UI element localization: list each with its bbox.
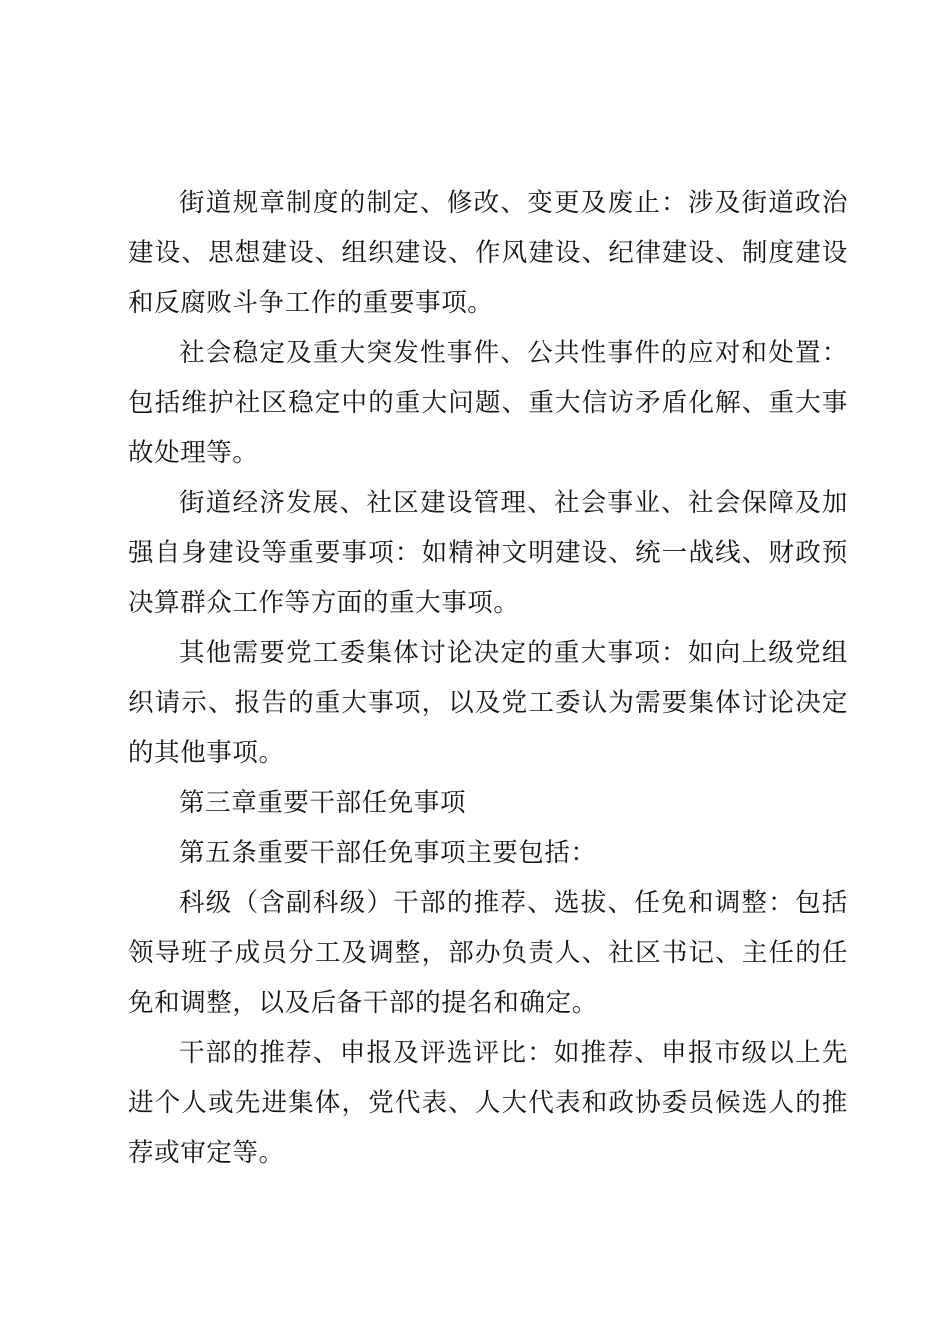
article-heading: 第五条重要干部任免事项主要包括： (179, 838, 597, 868)
paragraph-other-matters: 其他需要党工委集体讨论决定的重大事项：如向上级党组织请示、报告的重大事项，以及党工委认为需要集体讨论决定的其他事项。 (128, 638, 848, 768)
paragraph-cadre-recommendation: 干部的推荐、申报及评选评比：如推荐、申报市级以上先进个人或先进集体，党代表、人大代表和政协委员候选人的推荐或审定等。 (128, 1038, 848, 1168)
chapter-heading: 第三章重要干部任免事项 (179, 788, 467, 818)
document-body (128, 178, 848, 1178)
paragraph-cadre-appointment: 科级（含副科级）干部的推荐、选拔、任免和调整：包括领导班子成员分工及调整，部办负责人、社区书记、主任的任免和调整，以及后备干部的提名和确定。 (128, 888, 848, 1018)
paragraph-economic-development: 街道经济发展、社区建设管理、社会事业、社会保障及加强自身建设等重要事项：如精神文明建设、统一战线、财政预决算群众工作等方面的重大事项。 (128, 488, 848, 618)
paragraph-regulations: 街道规章制度的制定、修改、变更及废止：涉及街道政治建设、思想建设、组织建设、作风建设、纪律建设、制度建设和反腐败斗争工作的重要事项。 (128, 188, 848, 318)
paragraph-social-stability: 社会稳定及重大突发性事件、公共性事件的应对和处置：包括维护社区稳定中的重大问题、重大信访矛盾化解、重大事故处理等。 (128, 338, 848, 468)
